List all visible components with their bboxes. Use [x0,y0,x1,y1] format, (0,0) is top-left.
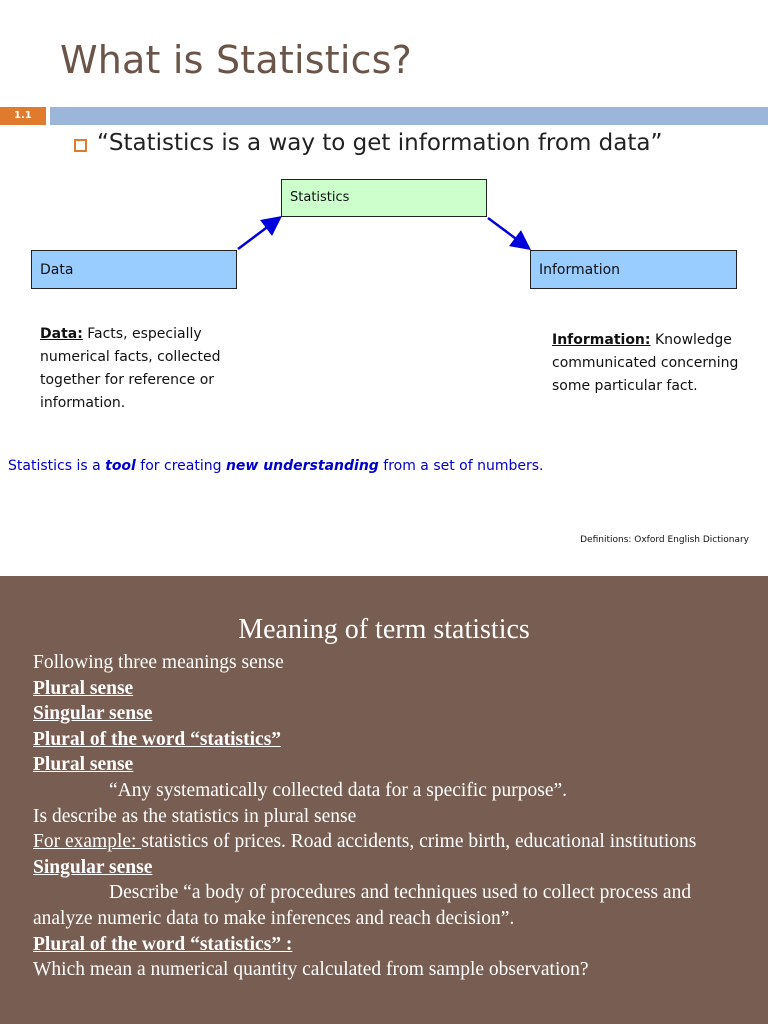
definitions-credit: Definitions: Oxford English Dictionary [580,535,749,545]
example-text: statistics of prices. Road accidents, crime birth, educational institutions [141,831,697,853]
heading-plural-of-word: Plural of the word “statistics” [33,728,282,750]
data-to-statistics-arrow [238,219,278,249]
slide-body [33,650,753,983]
data-definition [40,323,250,415]
information-definition [552,329,762,398]
intro-line: Following three meanings sense [33,652,284,673]
slide-number-badge: 1.1 [0,107,46,125]
heading-plural-sense-detail: Plural sense [33,754,134,776]
example-line [33,829,753,855]
heading-singular-sense: Singular sense [33,703,153,725]
slide-meaning-of-statistics [0,576,768,1024]
slide-title: Meaning of term statistics [238,614,530,645]
heading-singular-sense-detail: Singular sense [33,856,153,878]
tagline: Statistics is a tool for creating new understanding from a set of numbers. [8,458,544,474]
singular-text: Describe “a body of procedures and techniques used to collect process and analyze numeric data to make inferences and reach decision”. [33,882,692,929]
new-understanding-emphasis: new understanding [225,458,379,474]
slide-title: What is Statistics? [60,38,413,82]
plural-describe: Is describe as the statistics in plural sense [33,805,357,827]
information-definition-text: Knowledge communicated concerning some particular fact. [552,332,739,394]
information-box: Information [530,250,737,289]
information-term: Information: [552,332,651,348]
statistics-to-information-arrow [488,218,527,247]
tool-emphasis: tool [105,458,136,474]
statistics-box: Statistics [281,179,487,217]
data-definition-text: Facts, especially numerical facts, collected together for reference or information. [40,326,221,411]
data-term: Data: [40,326,83,342]
data-box: Data [31,250,237,289]
example-label: For example: [33,831,142,853]
heading-plural-of-word-detail: Plural of the word “statistics” : [33,933,293,955]
heading-plural-sense: Plural sense [33,677,134,699]
plural-quote: “Any systematically collected data for a specific purpose”. [109,779,568,801]
word-text: Which mean a numerical quantity calculated from sample observation? [33,959,589,981]
bullet-quote: “Statistics is a way to get information from data” [97,130,663,156]
